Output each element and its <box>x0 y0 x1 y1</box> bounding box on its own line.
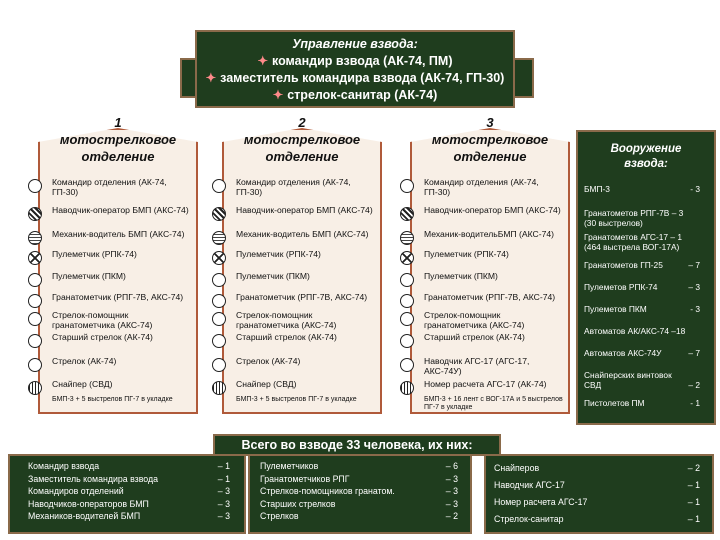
weapon-count: – 3 <box>688 282 700 292</box>
weapon-label: Снайперских винтовок <box>584 370 672 380</box>
summary-row <box>260 498 462 511</box>
summary-row <box>494 477 704 494</box>
summary-count: – 3 <box>217 486 230 496</box>
section-row: Наводчик-оператор БМП (АКС-74) <box>424 205 561 215</box>
summary-count: – 6 <box>445 461 458 471</box>
section-heading-line: отделение <box>81 149 155 164</box>
platoon-weapons-panel <box>576 130 716 425</box>
summary-row <box>28 460 234 473</box>
soldier-icon <box>212 251 226 265</box>
soldier-icon <box>212 207 226 221</box>
weapon-item <box>584 398 706 408</box>
summary-panel-left <box>8 454 246 534</box>
star-icon: ✦ <box>205 71 217 85</box>
section-heading <box>212 114 392 165</box>
summary-count: – 3 <box>217 498 230 509</box>
summary-label: Снайперов <box>494 463 540 473</box>
section-heading <box>28 114 208 165</box>
soldier-icon <box>400 381 414 395</box>
soldier-icon <box>400 231 414 245</box>
soldier-icon <box>400 358 414 372</box>
section-row: Пулеметчик (РПК-74) <box>236 249 321 259</box>
section-row: Командир отделения (АК-74, ГП-30) <box>52 177 167 197</box>
weapon-label-sub: (30 выстрелов) <box>584 218 643 228</box>
summary-count: – 3 <box>217 511 230 521</box>
summary-row <box>28 485 234 498</box>
section-row: Командир отделения (АК-74, ГП-30) <box>424 177 539 197</box>
summary-label: Наводчик АГС-17 <box>494 480 565 490</box>
weapon-label: БМП-3 <box>584 184 610 194</box>
section-row: Старший стрелок (АК-74) <box>236 332 337 342</box>
section-heading-line: мотострелковое <box>59 132 177 147</box>
soldier-icon <box>400 294 414 308</box>
section-row: Снайпер (СВД) <box>52 379 113 389</box>
weapon-item <box>584 260 706 270</box>
weapon-item <box>584 370 706 390</box>
banner-line: ✦ командир взвода (АК-74, ПМ) <box>257 54 453 68</box>
soldier-icon <box>212 273 226 287</box>
section-row: Гранатометчик (РПГ-7В, АКС-74) <box>424 292 556 302</box>
soldier-icon <box>400 334 414 348</box>
weapon-item <box>584 232 706 252</box>
section-row: Стрелок (АК-74) <box>52 356 117 366</box>
summary-count: – 3 <box>445 473 458 484</box>
section-row: Стрелок-помощник гранатометчика (АКС-74) <box>52 310 153 330</box>
summary-count: – 1 <box>217 461 230 471</box>
section-row: Пулеметчик (РПК-74) <box>424 249 509 259</box>
section-row: Пулеметчик (РПК-74) <box>52 249 137 259</box>
section-heading-line: 1 <box>114 115 122 130</box>
soldier-icon <box>212 381 226 395</box>
summary-label: Командиров отделений <box>28 486 124 496</box>
soldier-icon <box>212 312 226 326</box>
summary-label: Механиков-водителей БМП <box>28 511 141 521</box>
weapon-count: - 3 <box>690 304 700 314</box>
summary-row <box>260 460 462 473</box>
section-note: БМП-3 + 16 лент с ВОГ-17А и 5 выстрелов ПГ-7 в укладке <box>424 396 563 411</box>
summary-count: – 1 <box>687 480 700 490</box>
soldier-icon <box>28 358 42 372</box>
star-icon: ✦ <box>272 88 284 102</box>
soldier-icon <box>212 179 226 193</box>
weapon-count: - 3 <box>690 184 700 194</box>
soldier-icon <box>28 294 42 308</box>
summary-row <box>260 473 462 486</box>
section-heading <box>400 114 580 165</box>
summary-label: Гранатометчиков РПГ <box>260 473 350 484</box>
section-note: БМП-3 + 5 выстрелов ПГ-7 в укладке <box>52 396 173 403</box>
weapon-item <box>584 184 706 194</box>
weapon-label-sub: (464 выстрела ВОГ-17А) <box>584 242 680 252</box>
section-row: Стрелок (АК-74) <box>236 356 301 366</box>
section-row: Механик-водительБМП (АКС-74) <box>424 229 555 239</box>
summary-label: Наводчиков-операторов БМП <box>28 498 149 509</box>
weapon-item <box>584 326 706 336</box>
weapon-item <box>584 208 706 228</box>
summary-row <box>494 494 704 511</box>
summary-count: – 2 <box>687 463 700 473</box>
summary-label: Стрелок-санитар <box>494 514 564 524</box>
summary-label: Стрелков <box>260 511 299 521</box>
summary-row <box>494 460 704 477</box>
soldier-icon <box>400 179 414 193</box>
weapon-label: Гранатометов АГС-17 – 1 <box>584 232 683 242</box>
weapon-item <box>584 348 706 358</box>
section-row: Пулеметчик (ПКМ) <box>52 271 126 281</box>
banner-title: Управление взвода: <box>292 37 418 51</box>
summary-label: Пулеметчиков <box>260 461 319 471</box>
soldier-icon <box>28 381 42 395</box>
soldier-icon <box>28 273 42 287</box>
summary-count: – 3 <box>445 486 458 496</box>
weapon-label: Пистолетов ПМ <box>584 398 645 408</box>
soldier-icon <box>28 231 42 245</box>
weapon-label: Гранатометов ГП-25 <box>584 260 663 270</box>
summary-count: – 1 <box>687 514 700 524</box>
section-row: Старший стрелок (АК-74) <box>424 332 525 342</box>
summary-panel-right <box>484 454 714 534</box>
soldier-icon <box>212 334 226 348</box>
soldier-icon <box>400 251 414 265</box>
soldier-icon <box>212 358 226 372</box>
soldier-icon <box>400 312 414 326</box>
soldier-icon <box>28 334 42 348</box>
summary-count: – 2 <box>445 511 458 521</box>
section-row: Механик-водитель БМП (АКС-74) <box>236 229 369 239</box>
weapon-item <box>584 304 706 314</box>
section-row: Стрелок-помощник гранатометчика (АКС-74) <box>236 310 337 330</box>
soldier-icon <box>28 179 42 193</box>
weapon-label: Гранатометов РПГ-7В – 3 <box>584 208 684 218</box>
platoon-command-banner <box>195 30 515 108</box>
section-row: Механик-водитель БМП (АКС-74) <box>52 229 185 239</box>
weapon-label: Пулеметов ПКМ <box>584 304 647 314</box>
summary-count: – 1 <box>687 497 700 507</box>
summary-row <box>260 485 462 498</box>
star-icon: ✦ <box>257 54 268 68</box>
section-row: Номер расчета АГС-17 (АК-74) <box>424 379 547 389</box>
summary-row <box>28 498 234 511</box>
section-heading-line: мотострелковое <box>431 132 549 147</box>
section-row: Наводчик-оператор БМП (АКС-74) <box>52 205 189 215</box>
summary-label: Командир взвода <box>28 461 100 471</box>
section-row: Гранатометчик (РПГ-7В, АКС-74) <box>52 292 184 302</box>
summary-row <box>28 510 234 523</box>
soldier-icon <box>28 312 42 326</box>
section-row: Снайпер (СВД) <box>236 379 297 389</box>
section-heading-line: мотострелковое <box>243 132 361 147</box>
soldier-icon <box>28 251 42 265</box>
summary-label: Старших стрелков <box>260 498 336 509</box>
section-row: Пулеметчик (ПКМ) <box>424 271 498 281</box>
total-banner: Всего во взводе 33 человека, их них: <box>213 434 501 456</box>
weapon-label: Автоматов АКС-74У <box>584 348 662 358</box>
section-heading-line: отделение <box>453 149 527 164</box>
summary-row <box>260 510 462 523</box>
banner-line: ✦ стрелок-санитар (АК-74) <box>272 88 438 102</box>
section-heading-line: 2 <box>298 115 306 130</box>
summary-row <box>494 511 704 528</box>
section-row: Командир отделения (АК-74, ГП-30) <box>236 177 351 197</box>
section-note: БМП-3 + 5 выстрелов ПГ-7 в укладке <box>236 396 357 403</box>
section-heading-line: отделение <box>265 149 339 164</box>
weapon-count: - 1 <box>690 398 700 408</box>
section-row: Наводчик АГС-17 (АГС-17, АКС-74У) <box>424 356 530 376</box>
soldier-icon <box>212 231 226 245</box>
weapon-count: – 7 <box>688 260 700 270</box>
weapons-title: Вооружение взвода: <box>610 143 682 170</box>
summary-label: Номер расчета АГС-17 <box>494 497 588 507</box>
soldier-icon <box>212 294 226 308</box>
section-row: Пулеметчик (ПКМ) <box>236 271 310 281</box>
summary-row <box>28 473 234 486</box>
weapon-item <box>584 282 706 292</box>
section-row: Стрелок-помощник гранатометчика (АКС-74) <box>424 310 525 330</box>
weapon-label-sub: СВД <box>584 380 602 390</box>
weapon-count: – 7 <box>688 348 700 358</box>
soldier-icon <box>28 207 42 221</box>
summary-count: – 3 <box>445 498 458 509</box>
summary-label: Заместитель командира взвода <box>28 473 158 484</box>
section-heading-line: 3 <box>486 115 494 130</box>
weapon-label: Автоматов АК/АКС-74 –18 <box>584 326 686 336</box>
section-row: Старший стрелок (АК-74) <box>52 332 153 342</box>
soldier-icon <box>400 273 414 287</box>
weapon-label: Пулеметов РПК-74 <box>584 282 658 292</box>
banner-line: ✦ заместитель командира взвода (АК-74, ГП-30) <box>205 71 505 85</box>
summary-panel-middle <box>248 454 472 534</box>
section-row: Гранатометчик (РПГ-7В, АКС-74) <box>236 292 368 302</box>
weapon-count: – 2 <box>688 380 700 390</box>
section-row: Наводчик-оператор БМП (АКС-74) <box>236 205 373 215</box>
soldier-icon <box>400 207 414 221</box>
summary-label: Стрелков-помощников гранатом. <box>260 486 395 496</box>
summary-count: – 1 <box>217 473 230 484</box>
